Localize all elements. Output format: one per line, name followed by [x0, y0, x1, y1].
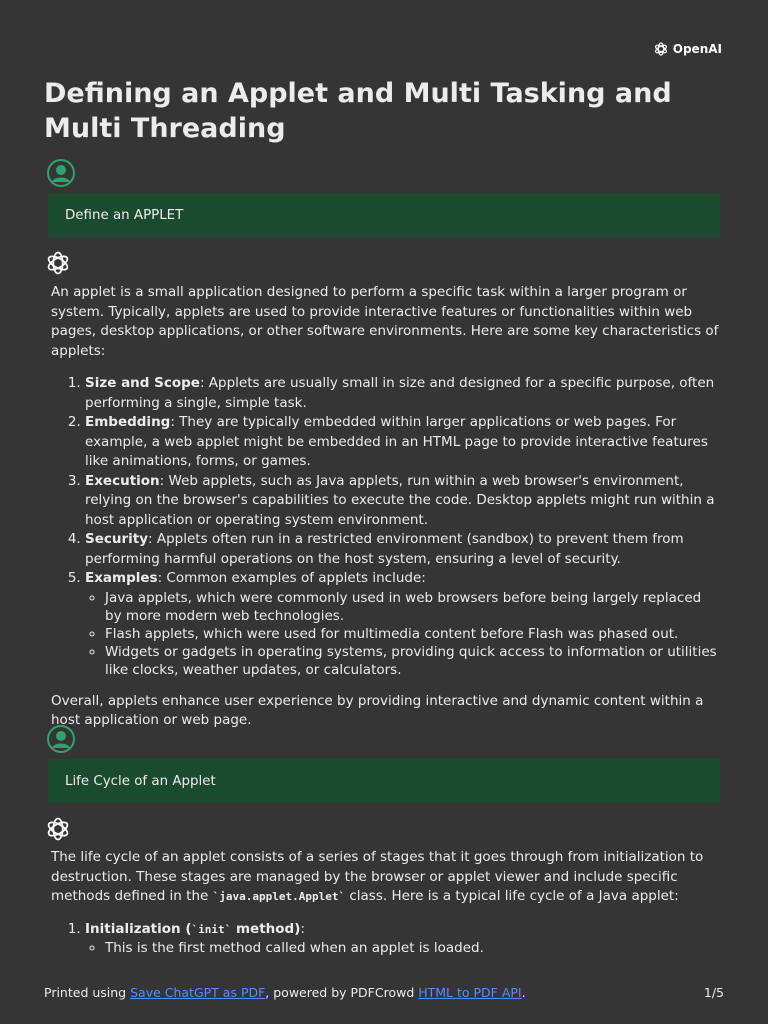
step-sub-list — [85, 939, 721, 957]
user-message-text: Life Cycle of an Applet — [65, 773, 216, 789]
footer-text: . — [521, 985, 526, 1000]
footer-credit — [44, 985, 526, 1000]
footer-text: Printed using — [44, 985, 131, 1000]
chatgpt-logo-icon — [44, 815, 72, 843]
page-title: Defining an Applet and Multi Tasking and Multi Threading — [44, 78, 672, 144]
html-to-pdf-link[interactable]: HTML to PDF API — [418, 985, 522, 1000]
chatgpt-logo-icon — [44, 249, 72, 277]
user-avatar-icon — [47, 159, 75, 187]
footer-text: , powered by PDFCrowd — [265, 985, 419, 1000]
answer-intro: An applet is a small application designed to perform a specific task within a larger program or system. Typically, applets are used to provide interactive features or functionalities within web pages, desktop applications, or other software environments. Here are some key characteristics of applets: — [51, 284, 719, 359]
answer-intro — [51, 848, 721, 907]
brand-name: OpenAI — [672, 42, 722, 56]
item-text: : Common examples of applets include: — [157, 570, 426, 586]
sub-list-item: ◦ Flash applets, which were used for multimedia content before Flash was phased out. — [105, 625, 721, 643]
step-label: Initialization ( — [85, 920, 192, 937]
footer — [44, 985, 724, 1000]
intro-text: class. Here is a typical life cycle of a Java applet: — [345, 888, 679, 904]
characteristics-list — [51, 374, 721, 679]
openai-logo-icon — [653, 41, 669, 57]
save-chatgpt-link[interactable]: Save ChatGPT as PDF — [130, 985, 266, 1000]
user-message — [48, 759, 720, 803]
inline-code: `init` — [191, 922, 232, 936]
lifecycle-list — [51, 920, 721, 958]
list-item — [85, 569, 721, 679]
page-number: 1/5 — [703, 985, 724, 1000]
list-item — [85, 530, 721, 569]
item-text: : Applets often run in a restricted environment (sandbox) to prevent them from performing harmful operations on the host system, ensuring a level of security. — [85, 531, 684, 567]
step-label: method) — [231, 920, 301, 937]
assistant-message — [51, 283, 721, 731]
step-colon: : — [300, 920, 305, 937]
examples-list — [85, 589, 721, 679]
inline-code: `java.applet.Applet` — [212, 890, 346, 903]
assistant-message — [51, 848, 721, 957]
item-term: Size and Scope — [85, 375, 200, 391]
item-term: Embedding — [85, 414, 171, 430]
list-item — [85, 472, 721, 531]
item-text: : They are typically embedded within larger applications or web pages. For example, a web applet might be embedded in an HTML page to provide interactive features like animations, forms, or games. — [85, 414, 708, 469]
user-message — [48, 193, 720, 237]
item-term — [85, 921, 300, 937]
user-message-text: Define an APPLET — [65, 207, 184, 223]
openai-brand — [653, 41, 722, 57]
item-text: : Applets are usually small in size and designed for a specific purpose, often performing a single, simple task. — [85, 375, 715, 411]
item-term: Execution — [85, 472, 160, 489]
list-item — [85, 413, 721, 472]
intro-text: The life cycle of an applet consists of a series of stages that it goes through from initialization to destruction. These stages are managed by the browser or applet viewer and include specific methods defined in the — [51, 849, 704, 904]
item-term: Security — [85, 531, 149, 547]
item-text: : Web applets, such as Java applets, run within a web browser's environment, relying on the browser's capabilities to execute the code. Desktop applets might run within a host application or operating system environment. — [85, 472, 715, 528]
answer-outro: Overall, applets enhance user experience by providing interactive and dynamic content within a host application or web page. — [51, 692, 704, 728]
user-avatar-icon — [47, 725, 75, 753]
item-term: Examples — [85, 570, 158, 586]
list-item — [85, 920, 721, 958]
sub-list-item: ◦ Java applets, which were commonly used in web browsers before being largely replaced by more modern web technologies. — [105, 589, 721, 625]
list-item — [85, 374, 721, 413]
sub-list-item: ◦ This is the first method called when an applet is loaded. — [105, 939, 721, 957]
sub-list-item: ◦ Widgets or gadgets in operating systems, providing quick access to information or utilities like clocks, weather updates, or calculators. — [105, 643, 721, 679]
